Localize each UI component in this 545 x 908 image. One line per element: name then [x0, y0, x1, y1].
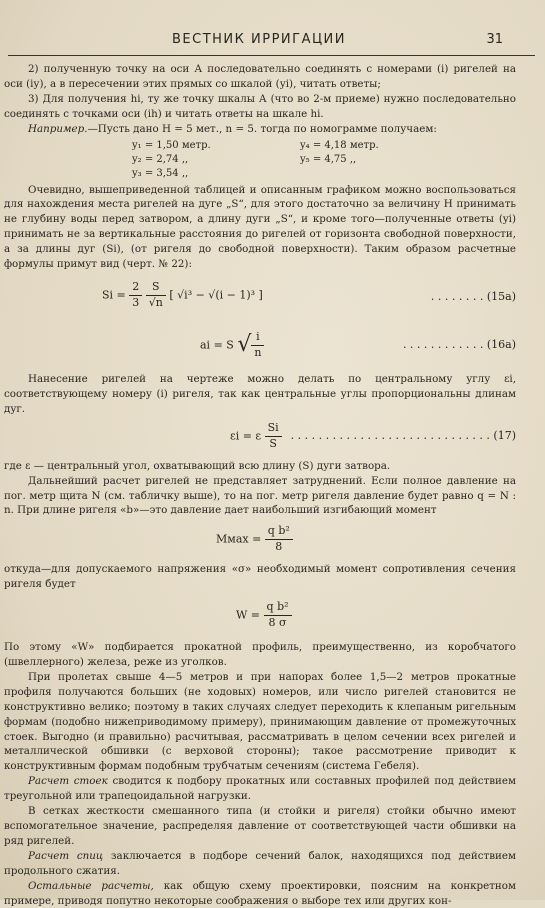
formula-lhs: εi = ε — [230, 429, 262, 443]
fraction — [129, 280, 142, 311]
numerator: q b² — [265, 524, 293, 540]
example-text: —Пусть дано Н = 5 мет., n = 5. тогда по номограмме получаем: — [87, 122, 437, 135]
denominator: 3 — [132, 295, 140, 309]
root-sign: √ — [237, 331, 252, 357]
paragraph-text: как общую схему проектировки, поясним на конкретном примере, приводя попутно некоторые соображения о выборе тех или других кон- — [4, 879, 516, 907]
numerator: i — [251, 330, 264, 346]
formula-lhs: Si = — [102, 288, 126, 302]
fraction — [265, 421, 282, 452]
table-cell: y₄ = 4,18 метр. — [300, 139, 379, 151]
formula-body — [230, 421, 282, 452]
fraction — [146, 280, 166, 311]
table-column — [300, 139, 379, 167]
formula-bracket: [ √i³ − √(i − 1)³ ] — [169, 288, 263, 302]
example-values-table — [4, 137, 516, 183]
paragraph: В сетках жесткости смешанного типа (и стойки и ригеля) стойки обычно имеют вспомогательное значение, распределяя давление от соответствующей части обшивки на ряд ригелей. — [4, 805, 516, 847]
table-cell: y₃ = 3,54 ,, — [132, 167, 189, 179]
formula-tag: . . . . . . . . . . . . . . . . . . . . . . . . . . . . . (17) — [290, 428, 516, 442]
table-cell: y₅ = 4,75 ,, — [300, 153, 357, 165]
formula-16a — [4, 328, 516, 368]
numerator: q b² — [264, 600, 292, 616]
formula-15a — [4, 276, 516, 324]
denominator: √n — [148, 295, 163, 309]
paragraph — [4, 879, 516, 908]
formula-body — [236, 600, 292, 631]
denominator: 8 — [275, 540, 283, 554]
paragraph — [4, 774, 516, 804]
denominator: 8 σ — [268, 616, 287, 630]
fraction — [265, 524, 293, 555]
header-rule — [8, 55, 535, 56]
page-number: 31 — [486, 32, 503, 47]
paragraph: Очевидно, вышеприведенной таблицей и описанным графиком можно воспользоваться для нахождения места ригелей на дуге „S“, для этого достаточно за величину Н принимать не глубину воды перед затвором, а длину дуги „S“, и кроме того—полученные ответы (yi) принимать не за вертикальные расстояния до ригелей от горизонта свободной поверхности, а за длины дуг (Si), (от ригеля до свободной поверхности). Таким образом расчетные формулы примут вид (черт. № 22): — [4, 183, 516, 271]
paragraph: По этому «W» подбирается прокатной профиль, преимущественно, из коробчатого (швеллерного) железа, реже из уголков. — [4, 641, 516, 669]
paragraph: откуда—для допускаемого напряжения «σ» необходимый момент сопротивления сечения ригеля будет — [4, 563, 516, 591]
paragraph: 3) Для получения hi, ту же точку шкалы А (что во 2-м приеме) нужно последовательно соединять с точками оси (ih) и читать ответы на шкале hi. — [4, 92, 516, 120]
article-body — [4, 62, 516, 908]
formula-lhs: W = — [236, 608, 261, 622]
formula-section-modulus — [4, 596, 516, 636]
denominator: n — [254, 345, 262, 359]
table-cell: y₂ = 2,74 ,, — [132, 153, 189, 165]
denominator: S — [269, 436, 277, 450]
formula-body — [200, 330, 264, 361]
fraction — [264, 600, 292, 631]
journal-title: ВЕСТНИК ИРРИГАЦИИ — [172, 32, 347, 47]
example-lead: Например. — [28, 122, 88, 135]
numerator: Si — [265, 421, 282, 437]
table-cell: y₁ = 1,50 метр. — [132, 139, 211, 151]
paragraph: При пролетах свыше 4—5 метров и при напорах более 1,5—2 метров прокатные профиля получаются больших (не ходовых) номеров, или число ригелей становится не конструктивно велико; поэтому в таких случаях следует переходить к клепаным ригельным формам (подобно нижеприводимому примеру), принимающим давление от промежуточных стоек. Выгодно (и правильно) расчитывая, рассматривать в целом сечении всех ригелей и металлической обшивки (с верховой стороны); такое рассмотрение приводит к конструктивным формам подобным трубчатым сечениям (система Гебеля). — [4, 670, 516, 773]
formula-lhs: Mмах = — [216, 532, 262, 546]
formula-body — [102, 280, 263, 311]
paragraph — [4, 122, 516, 137]
numerator: S — [146, 280, 166, 296]
formula-tag: . . . . . . . . (15a) — [430, 289, 516, 303]
paragraph-text: заключается в подборе сечений балок, находящихся под действием продольного сжатия. — [4, 849, 516, 877]
paragraph — [4, 849, 516, 879]
paragraph-lead: Расчет стоек — [28, 775, 108, 788]
formula-17 — [4, 421, 516, 455]
numerator: 2 — [129, 280, 142, 296]
formula-tag: . . . . . . . . . . . . (16a) — [402, 337, 516, 351]
paragraph: где ε — центральный угол, охватывающий всю длину (S) дуги затвора. — [4, 459, 391, 472]
fraction — [251, 330, 264, 361]
paragraph-lead: Расчет спиц — [28, 849, 104, 862]
page-header — [0, 30, 545, 56]
paragraph-lead: Остальные расчеты, — [28, 879, 154, 892]
formula-moment — [4, 522, 516, 558]
formula-lhs: ai = S — [200, 338, 234, 352]
paragraph-text: сводится к подбору прокатных или составных профилей под действием треугольной или трапецоидальной нагрузки. — [4, 775, 517, 803]
paragraph: Нанесение ригелей на чертеже можно делать по центральному углу εi, соответствующему номеру (i) ригеля, так как центральные углы пропорциональны длинам дуг. — [4, 372, 516, 415]
table-column — [132, 139, 211, 181]
paragraph: Дальнейший расчет ригелей не представляет затруднений. Если полное давление на пог. метр щита N (см. табличку выше), то на пог. метр ригеля давление будет равно q = N : n. При длине ригеля «b»—это давление дает наибольший изгибающий момент — [4, 474, 516, 517]
formula-body — [216, 524, 293, 555]
paragraph: 2) полученную точку на оси А последовательно соединять с номерами (i) ригелей на оси (iу), а в пересечении этих прямых со шкалой (уi), читать ответы; — [4, 63, 516, 90]
